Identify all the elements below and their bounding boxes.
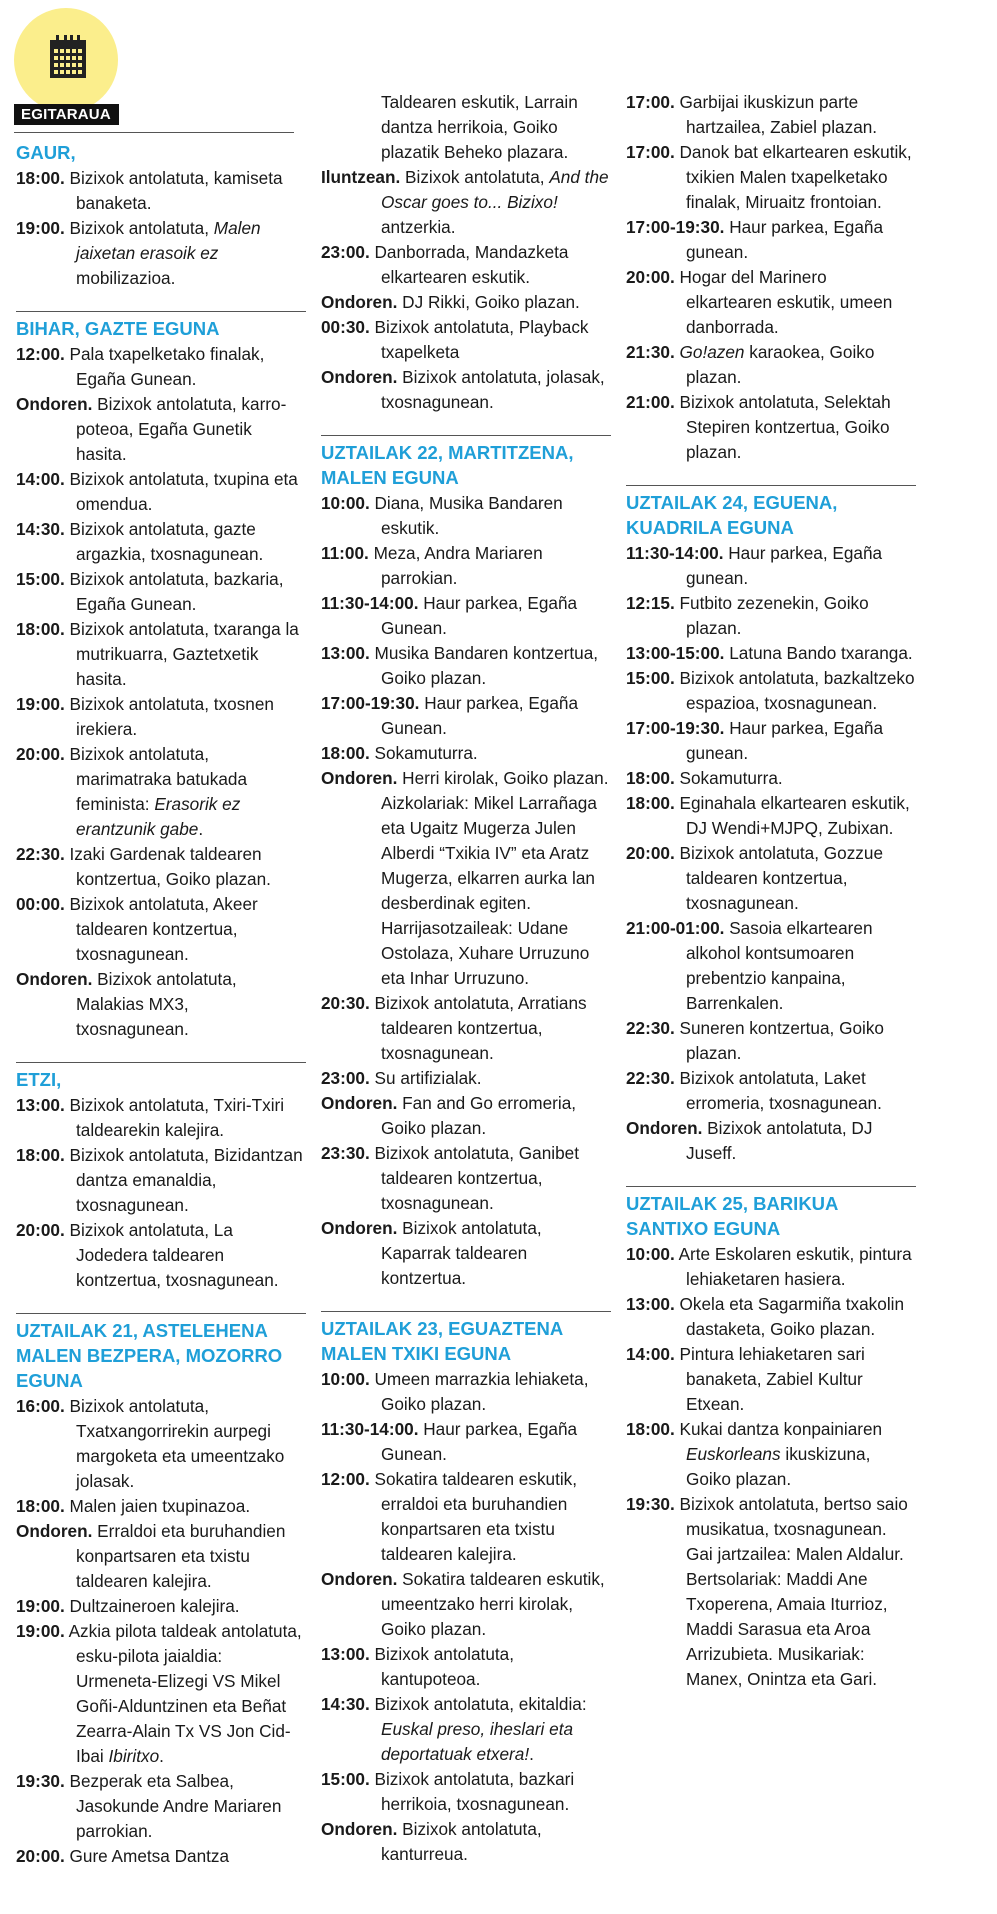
entry-text: Bizixok antolatuta, txosnen irekiera. xyxy=(69,694,274,739)
schedule-entry xyxy=(16,1093,306,1143)
schedule-entry xyxy=(16,742,306,842)
entry-text: Izaki Gardenak taldearen kontzertua, Goiko plazan. xyxy=(69,844,271,889)
entry-text: Azkia pilota taldeak antolatuta, esku-pilota jaialdia: Urmeneta-Elizegi VS Mikel Goñi-Alduntzinen eta Beñat Zearra-Alain Tx VS Jon Cid-Ibai xyxy=(68,1621,302,1766)
section-divider xyxy=(321,1311,611,1312)
entry-time: 13:00. xyxy=(321,1644,370,1664)
program-section xyxy=(626,1186,916,1692)
schedule-entry xyxy=(626,716,916,766)
entry-text: Gure Ametsa Dantza xyxy=(69,1846,230,1866)
entry-text: Musika Bandaren kontzertua, Goiko plazan. xyxy=(374,643,599,688)
entry-time: Ondoren. xyxy=(16,394,93,414)
schedule-entry xyxy=(321,1141,611,1216)
schedule-entry xyxy=(16,1494,306,1519)
entry-text: Haur parkea, Egaña Gunean. xyxy=(381,693,579,738)
schedule-entry xyxy=(16,967,306,1042)
entry-time: 20:00. xyxy=(16,1846,65,1866)
entry-text: Suneren kontzertua, Goiko plazan. xyxy=(679,1018,884,1063)
entry-time: 18:00. xyxy=(626,1419,675,1439)
entry-time: 17:00-19:30. xyxy=(321,693,420,713)
entry-time: Ondoren. xyxy=(321,1218,398,1238)
entry-text: Haur parkea, Egaña gunean. xyxy=(686,217,884,262)
schedule-entry xyxy=(321,1767,611,1817)
entry-text: Haur parkea, Egaña Gunean. xyxy=(381,593,578,638)
schedule-entry xyxy=(321,240,611,290)
entry-time: Iluntzean. xyxy=(321,167,401,187)
entry-time: Ondoren. xyxy=(321,367,398,387)
entry-text: Bizixok antolatuta, Malakias MX3, txosnagunean. xyxy=(76,969,237,1039)
entry-text: DJ Rikki, Goiko plazan. xyxy=(402,292,580,312)
schedule-entry xyxy=(16,166,306,216)
entry-text: Haur parkea, Egaña Gunean. xyxy=(381,1419,578,1464)
entry-time: 18:00. xyxy=(16,1145,65,1165)
schedule-column-2 xyxy=(321,90,611,1887)
entry-time: 18:00. xyxy=(626,793,675,813)
schedule-entry xyxy=(16,342,306,392)
schedule-entry xyxy=(626,1066,916,1116)
entry-time: 23:00. xyxy=(321,242,370,262)
section-divider xyxy=(626,1186,916,1187)
entry-title-italic: Go!azen xyxy=(679,342,745,362)
entry-text: Bizixok antolatuta, karro-poteoa, Egaña Gunetik hasita. xyxy=(76,394,287,464)
header-divider xyxy=(14,132,294,133)
section-title: UZTAILAK 21, ASTELEHENA MALEN BEZPERA, MOZORRO EGUNA xyxy=(16,1320,283,1391)
section-divider xyxy=(626,485,916,486)
schedule-entry xyxy=(321,991,611,1066)
entry-time: 17:00-19:30. xyxy=(626,217,725,237)
entry-time: 00:00. xyxy=(16,894,65,914)
entry-time: 11:00. xyxy=(321,543,369,563)
schedule-entry xyxy=(16,1143,306,1218)
section-title: ETZI, xyxy=(16,1069,62,1090)
entry-text: Malen jaien txupinazoa. xyxy=(69,1496,251,1516)
entry-time: 19:00. xyxy=(16,1596,65,1616)
entry-text: Bizixok antolatuta, xyxy=(405,167,550,187)
entry-time: 18:00. xyxy=(321,743,370,763)
schedule-entry xyxy=(321,1417,611,1467)
entry-time: 12:00. xyxy=(321,1469,370,1489)
entry-time: 20:00. xyxy=(16,1220,65,1240)
schedule-entry xyxy=(16,467,306,517)
schedule-entry xyxy=(321,741,611,766)
schedule-entry xyxy=(321,1216,611,1291)
entry-time: 20:00. xyxy=(16,744,65,764)
program-section xyxy=(321,90,611,415)
section-title: GAUR, xyxy=(16,142,76,163)
schedule-entry xyxy=(321,541,611,591)
schedule-entry xyxy=(16,216,306,291)
entry-text: Bizixok antolatuta, kanturreua. xyxy=(381,1819,542,1864)
schedule-entry xyxy=(626,641,916,666)
entry-time: 18:00. xyxy=(16,619,65,639)
entry-time: 15:00. xyxy=(626,668,675,688)
schedule-entry xyxy=(16,892,306,967)
schedule-entry xyxy=(321,365,611,415)
entry-text: Hogar del Marinero elkartearen eskutik, umeen danborrada. xyxy=(679,267,893,337)
section-divider xyxy=(16,1062,306,1063)
schedule-entry xyxy=(16,842,306,892)
entry-text-end: antzerkia. xyxy=(381,217,456,237)
entry-text: Pala txapelketako finalak, Egaña Gunean. xyxy=(69,344,265,389)
entry-text: Pintura lehiaketaren sari banaketa, Zabiel Kultur Etxean. xyxy=(679,1344,865,1414)
schedule-entry xyxy=(321,1817,611,1867)
entry-time: Ondoren. xyxy=(626,1118,703,1138)
schedule-entry xyxy=(626,90,916,140)
entry-text: Bizixok antolatuta, kamiseta banaketa. xyxy=(69,168,283,213)
entry-text: Bizixok antolatuta, Gozzue taldearen kontzertua, txosnagunean. xyxy=(679,843,884,913)
entry-time: 19:00. xyxy=(16,694,65,714)
section-title: BIHAR, GAZTE EGUNA xyxy=(16,318,220,339)
entry-time: 16:00. xyxy=(16,1396,65,1416)
schedule-entry xyxy=(16,392,306,467)
entry-time: 14:30. xyxy=(321,1694,370,1714)
program-section xyxy=(626,485,916,1166)
schedule-entry xyxy=(626,841,916,916)
entry-title-italic: Euskal preso, iheslari eta deportatuak etxera! xyxy=(381,1719,574,1764)
entry-time: 21:00. xyxy=(626,392,675,412)
entry-time: 19:00. xyxy=(16,1621,65,1641)
entry-text: Bizixok antolatuta, bazkari herrikoia, txosnagunean. xyxy=(374,1769,575,1814)
entry-text: Bizixok antolatuta, xyxy=(69,218,214,238)
section-divider xyxy=(16,311,306,312)
entry-text: Sokamuturra. xyxy=(679,768,783,788)
schedule-entry xyxy=(626,1016,916,1066)
entry-time: 13:00. xyxy=(626,1294,675,1314)
entry-time: 20:00. xyxy=(626,843,675,863)
entry-text: Arte Eskolaren eskutik, pintura lehiaketaren hasiera. xyxy=(678,1244,912,1289)
schedule-entry xyxy=(626,1417,916,1492)
entry-text: Bizixok antolatuta, Laket erromeria, txosnagunean. xyxy=(679,1068,882,1113)
schedule-entry xyxy=(321,1091,611,1141)
entry-text: Bizixok antolatuta, Bizidantzan dantza emanaldia, txosnagunean. xyxy=(69,1145,303,1215)
entry-text: Eginahala elkartearen eskutik, DJ Wendi+MJPQ, Zubixan. xyxy=(679,793,910,838)
entry-text: Bizixok antolatuta, marimatraka batukada feminista: xyxy=(69,744,248,814)
entry-title-italic: Ibiritxo xyxy=(108,1746,160,1766)
entry-time: 18:00. xyxy=(16,168,65,188)
schedule-entry xyxy=(626,140,916,215)
program-section xyxy=(16,1062,306,1293)
program-section xyxy=(16,140,306,291)
schedule-entry xyxy=(321,1642,611,1692)
entry-time: 17:00-19:30. xyxy=(626,718,725,738)
entry-text: Bizixok antolatuta, DJ Juseff. xyxy=(686,1118,873,1163)
entry-text: Bizixok antolatuta, gazte argazkia, txosnagunean. xyxy=(69,519,264,564)
entry-time: 10:00. xyxy=(626,1244,675,1264)
entry-time: 23:00. xyxy=(321,1068,370,1088)
entry-time: 18:00. xyxy=(16,1496,65,1516)
entry-text: Haur parkea, Egaña gunean. xyxy=(686,718,884,763)
entry-time: 23:30. xyxy=(321,1143,370,1163)
entry-text: Bizixok antolatuta, bazkaltzeko espazioa, txosnagunean. xyxy=(679,668,915,713)
schedule-entry xyxy=(626,215,916,265)
entry-time: Ondoren. xyxy=(16,969,93,989)
schedule-entry xyxy=(16,1218,306,1293)
schedule-entry xyxy=(321,491,611,541)
entry-text: Haur parkea, Egaña gunean. xyxy=(686,543,883,588)
entry-text: Bizixok antolatuta, kantupoteoa. xyxy=(374,1644,515,1689)
entry-text: Sokatira taldearen eskutik, umeentzako herri kirolak, Goiko plazan. xyxy=(381,1569,605,1639)
schedule-entry xyxy=(626,666,916,716)
entry-time: Ondoren. xyxy=(321,768,398,788)
entry-title-italic: Euskorleans xyxy=(686,1444,781,1464)
calendar-icon xyxy=(49,35,87,79)
section-divider xyxy=(16,1313,306,1314)
schedule-entry xyxy=(626,1242,916,1292)
entry-text-end: ikuskizuna, Goiko plazan. xyxy=(686,1444,871,1489)
entry-text: Herri kirolak, Goiko plazan. Aizkolariak: Mikel Larrañaga eta Ugaitz Mugerza Julen Alberdi “Txikia IV” eta Aratz Mugerza, elkarren aurka lan desberdinak egiten. Harrijasotzaileak: Udane Ostolaza, Xuhare Urruzuno eta Inhar Urruzuno. xyxy=(381,768,609,988)
entry-time: 19:30. xyxy=(626,1494,675,1514)
program-section xyxy=(321,435,611,1291)
entry-text-end: . xyxy=(159,1746,164,1766)
entry-text: Danborrada, Mandazketa elkartearen eskutik. xyxy=(374,242,569,287)
schedule-entry xyxy=(626,591,916,641)
entry-text: Diana, Musika Bandaren eskutik. xyxy=(374,493,563,538)
entry-time: 21:30. xyxy=(626,342,675,362)
entry-text: Bizixok antolatuta, txupina eta omendua. xyxy=(69,469,298,514)
entry-text: Bizixok antolatuta, La Jodedera taldearen kontzertua, txosnagunean. xyxy=(69,1220,279,1290)
schedule-entry xyxy=(626,1342,916,1417)
entry-time: Ondoren. xyxy=(321,292,398,312)
section-title: UZTAILAK 25, BARIKUA SANTIXO EGUNA xyxy=(626,1193,838,1239)
schedule-entry xyxy=(321,1367,611,1417)
entry-time: 21:00-01:00. xyxy=(626,918,725,938)
entry-text: Su artifizialak. xyxy=(374,1068,482,1088)
schedule-entry xyxy=(626,1292,916,1342)
entry-time: 11:30-14:00. xyxy=(626,543,724,563)
entry-time: 10:00. xyxy=(321,493,370,513)
page-header xyxy=(14,8,294,138)
schedule-entry xyxy=(16,692,306,742)
schedule-entry xyxy=(16,517,306,567)
schedule-entry xyxy=(321,1567,611,1642)
entry-text: Okela eta Sagarmiña txakolin dastaketa, Goiko plazan. xyxy=(679,1294,905,1339)
entry-text: Meza, Andra Mariaren parrokian. xyxy=(373,543,543,588)
entry-text: Bizixok antolatuta, Akeer taldearen kontzertua, txosnagunean. xyxy=(69,894,258,964)
entry-text: Bizixok antolatuta, Arratians taldearen kontzertua, txosnagunean. xyxy=(374,993,587,1063)
schedule-entry xyxy=(321,641,611,691)
section-title: UZTAILAK 22, MARTITZENA, MALEN EGUNA xyxy=(321,442,574,488)
entry-time: 14:00. xyxy=(16,469,65,489)
entry-text: Bizixok antolatuta, ekitaldia: xyxy=(374,1694,587,1714)
schedule-entry xyxy=(16,1769,306,1844)
entry-time: 17:00. xyxy=(626,142,675,162)
entry-text: Sokatira taldearen eskutik, erraldoi eta buruhandien konpartsaren eta txistu taldearen kalejira. xyxy=(374,1469,578,1564)
entry-time: 14:00. xyxy=(626,1344,675,1364)
entry-time: Ondoren. xyxy=(321,1093,398,1113)
section-title: UZTAILAK 23, EGUAZTENA MALEN TXIKI EGUNA xyxy=(321,1318,563,1364)
entry-text: Bizixok antolatuta, jolasak, txosnagunean. xyxy=(381,367,605,412)
entry-text: Sasoia elkartearen alkohol kontsumoaren prebentzio kanpaina, Barrenkalen. xyxy=(686,918,873,1013)
schedule-entry xyxy=(16,617,306,692)
schedule-entry xyxy=(16,1394,306,1494)
entry-text: Bizixok antolatuta, bazkaria, Egaña Gunean. xyxy=(69,569,284,614)
entry-text: Umeen marrazkia lehiaketa, Goiko plazan. xyxy=(374,1369,589,1414)
entry-text: Latuna Bando txaranga. xyxy=(729,643,913,663)
schedule-entry xyxy=(321,165,611,240)
entry-text: Taldearen eskutik, Larrain dantza herrikoia, Goiko plazatik Beheko plazara. xyxy=(381,92,578,162)
entry-text: Danok bat elkartearen eskutik, txikien Malen txapelketako finalak, Miruaitz frontoian. xyxy=(679,142,912,212)
program-section xyxy=(626,90,916,465)
entry-text-end: . xyxy=(198,819,204,839)
schedule-entry xyxy=(626,541,916,591)
entry-time: 22:30. xyxy=(626,1018,675,1038)
schedule-entry xyxy=(626,340,916,390)
entry-time: Ondoren. xyxy=(16,1521,93,1541)
schedule-entry xyxy=(321,1066,611,1091)
schedule-entry xyxy=(626,390,916,465)
entry-time: 17:00. xyxy=(626,92,675,112)
schedule-entry xyxy=(321,591,611,641)
entry-text: Fan and Go erromeria, Goiko plazan. xyxy=(381,1093,577,1138)
schedule-entry xyxy=(321,1692,611,1767)
entry-text: Bizixok antolatuta, Selektah Stepiren kontzertua, Goiko plazan. xyxy=(679,392,891,462)
entry-time: 22:30. xyxy=(626,1068,675,1088)
schedule-column-3 xyxy=(626,90,916,1712)
entry-text-end: . xyxy=(529,1744,534,1764)
entry-time: 00:30. xyxy=(321,317,370,337)
entry-text: Garbijai ikuskizun parte hartzailea, Zabiel plazan. xyxy=(679,92,878,137)
schedule-entry xyxy=(626,766,916,791)
entry-text: Bizixok antolatuta, Txiri-Txiri taldearekin kalejira. xyxy=(69,1095,285,1140)
schedule-entry xyxy=(16,1619,306,1769)
entry-time: Ondoren. xyxy=(321,1819,398,1839)
schedule-entry xyxy=(321,90,611,165)
section-divider xyxy=(321,435,611,436)
schedule-entry xyxy=(16,1844,306,1869)
schedule-entry xyxy=(626,1492,916,1692)
entry-text: Bizixok antolatuta, txaranga la mutrikuarra, Gaztetxetik hasita. xyxy=(69,619,299,689)
entry-time: 12:00. xyxy=(16,344,65,364)
entry-text: Erraldoi eta buruhandien konpartsaren eta txistu taldearen kalejira. xyxy=(76,1521,286,1591)
entry-time: 13:00. xyxy=(16,1095,65,1115)
entry-text: Kukai dantza konpainiaren xyxy=(679,1419,883,1439)
entry-time: 13:00-15:00. xyxy=(626,643,725,663)
entry-text: Futbito zezenekin, Goiko plazan. xyxy=(679,593,869,638)
entry-text: Bizixok antolatuta, bertso saio musikatua, txosnagunean. Gai jartzailea: Malen Aldalur. Bertsolariak: Maddi Ane Txoperena, Amaia Iturrioz, Maddi Sarasua eta Aroa Arrizubieta. Musikariak: Manex, Onintza eta Gari. xyxy=(679,1494,908,1689)
entry-title-italic: Erasorik ez erantzunik gabe xyxy=(76,794,241,839)
entry-time: 11:30-14:00. xyxy=(321,593,419,613)
entry-time: 13:00. xyxy=(321,643,370,663)
schedule-entry xyxy=(626,916,916,1016)
entry-time: 15:00. xyxy=(321,1769,370,1789)
entry-text: Bezperak eta Salbea, Jasokunde Andre Mariaren parrokian. xyxy=(69,1771,282,1841)
schedule-entry xyxy=(321,315,611,365)
program-section xyxy=(16,311,306,1042)
entry-text-end: mobilizazioa. xyxy=(76,268,176,288)
entry-time: 12:15. xyxy=(626,593,675,613)
section-tag: EGITARAUA xyxy=(14,104,119,125)
entry-time: Ondoren. xyxy=(321,1569,398,1589)
schedule-entry xyxy=(16,1519,306,1594)
entry-time: 15:00. xyxy=(16,569,65,589)
schedule-entry xyxy=(16,567,306,617)
entry-time: 20:00. xyxy=(626,267,675,287)
schedule-entry xyxy=(626,265,916,340)
schedule-entry xyxy=(626,1116,916,1166)
entry-text: Sokamuturra. xyxy=(374,743,478,763)
schedule-entry xyxy=(321,691,611,741)
entry-text: Bizixok antolatuta, Ganibet taldearen kontzertua, txosnagunean. xyxy=(374,1143,579,1213)
entry-title-italic: And the Oscar goes to... Bizixo! xyxy=(381,167,609,212)
program-section xyxy=(321,1311,611,1867)
entry-title-italic: Malen jaixetan erasoik ez xyxy=(76,218,261,263)
schedule-entry xyxy=(321,766,611,991)
program-section xyxy=(16,1313,306,1869)
entry-text: Bizixok antolatuta, Kaparrak taldearen kontzertua. xyxy=(381,1218,542,1288)
entry-time: 14:30. xyxy=(16,519,65,539)
schedule-entry xyxy=(321,290,611,315)
schedule-column-1 xyxy=(16,140,306,1889)
entry-time: 20:30. xyxy=(321,993,370,1013)
entry-time: 11:30-14:00. xyxy=(321,1419,419,1439)
entry-time: 10:00. xyxy=(321,1369,370,1389)
entry-text: Bizixok antolatuta, Txatxangorrirekin aurpegi margoketa eta umeentzako jolasak. xyxy=(69,1396,285,1491)
entry-time: 19:30. xyxy=(16,1771,65,1791)
schedule-entry xyxy=(16,1594,306,1619)
entry-time: 18:00. xyxy=(626,768,675,788)
entry-text-end: karaokea, Goiko plazan. xyxy=(686,342,875,387)
entry-text: Dultzaineroen kalejira. xyxy=(69,1596,240,1616)
schedule-entry xyxy=(626,791,916,841)
entry-text: Bizixok antolatuta, Playback txapelketa xyxy=(374,317,589,362)
section-title: UZTAILAK 24, EGUENA, KUADRILA EGUNA xyxy=(626,492,838,538)
entry-time: 22:30. xyxy=(16,844,65,864)
entry-time: 19:00. xyxy=(16,218,65,238)
schedule-entry xyxy=(321,1467,611,1567)
